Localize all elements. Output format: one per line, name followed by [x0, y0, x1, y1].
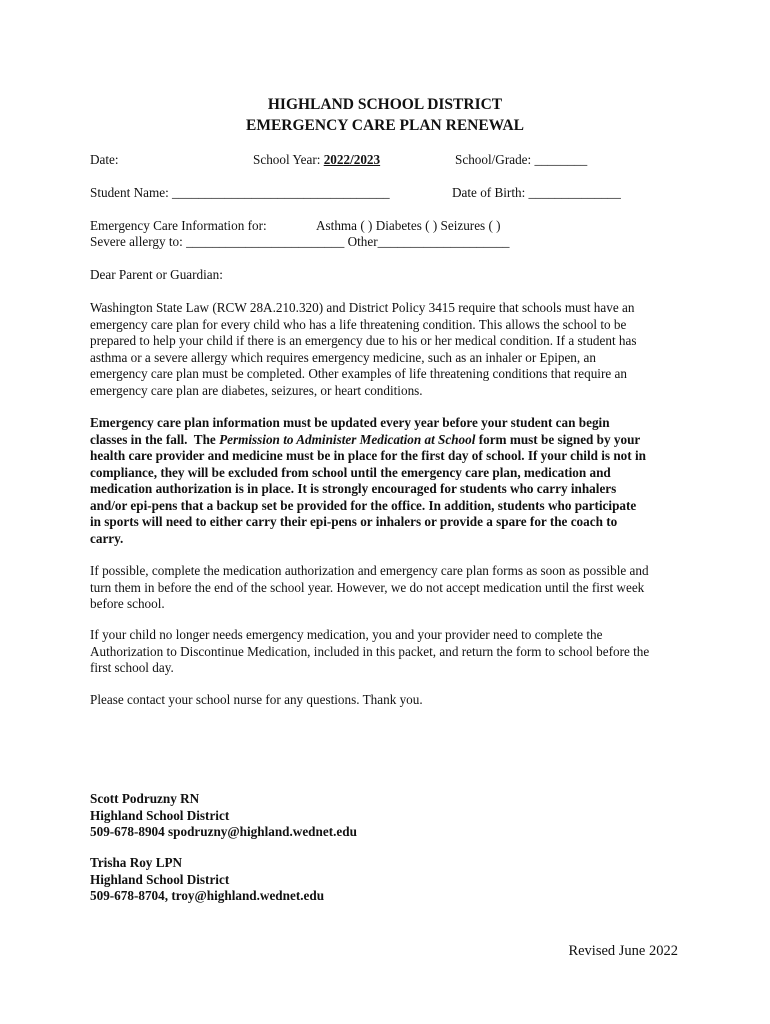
- care-options: Asthma ( ) Diabetes ( ) Seizures ( ): [316, 218, 501, 233]
- paragraph-line: asthma or a severe allergy which requires emergency medicine, such as an inhaler or Epipen, an: [90, 349, 596, 365]
- paragraph-line: in sports will need to either carry their epi-pens or inhalers or provide a spare for the coach to: [90, 514, 618, 529]
- contact-block-scott: [90, 791, 357, 841]
- date-of-birth-field: Date of Birth: ______________: [452, 185, 621, 200]
- severe-allergy-field: Severe allergy to: ________________________ Other____________________: [90, 234, 510, 249]
- closing-line: Please contact your school nurse for any questions. Thank you.: [90, 692, 423, 707]
- text-segment: classes in the fall. The: [90, 431, 220, 447]
- paragraph-line: emergency care plan for every child who has a life threatening condition. This allows the school to be: [90, 316, 627, 332]
- paragraph-line: If your child no longer needs emergency medication, you and your provider need to complete the: [90, 627, 603, 642]
- date-label: Date:: [90, 152, 119, 167]
- paragraph-requirements: [90, 415, 685, 547]
- care-info-label: Emergency Care Information for:: [90, 218, 267, 233]
- school-year-value: 2022/2023: [323, 152, 381, 167]
- student-name-field: Student Name: _________________________________: [90, 185, 390, 200]
- contact-block-trisha: [90, 855, 324, 905]
- district-title: HIGHLAND SCHOOL DISTRICT: [267, 96, 503, 113]
- contact-org: Highland School District: [90, 807, 230, 823]
- contact-name: Trisha Roy LPN: [90, 855, 183, 870]
- paragraph-line: prepared to help your child if there is an emergency due to his or her medical condition. If a student has: [90, 333, 637, 348]
- paragraph-line: emergency care plan must be completed. Other examples of life threatening conditions that require an: [90, 366, 627, 381]
- contact-org: Highland School District: [90, 871, 230, 887]
- contact-name: Scott Podruzny RN: [90, 791, 200, 806]
- paragraph-line: emergency care plan are diabetes, seizures, or heart conditions.: [90, 382, 423, 398]
- paragraph-discontinue: [90, 627, 685, 677]
- paragraph-line: medication authorization is in place. It is strongly encouraged for students who carry inhalers: [90, 481, 617, 496]
- paragraph-line: [90, 432, 685, 449]
- paragraph-law: [90, 300, 685, 399]
- paragraph-line: Washington State Law (RCW 28A.210.320) and District Policy 3415 require that schools must have an: [90, 300, 635, 315]
- paragraph-line: Authorization to Discontinue Medication, included in this packet, and return the form to school before the: [90, 643, 650, 659]
- permission-form-title: Permission to Administer Medication at School: [219, 431, 476, 447]
- paragraph-forms: [90, 563, 685, 613]
- form-title: EMERGENCY CARE PLAN RENEWAL: [245, 117, 525, 134]
- revision-date: Revised June 2022: [568, 943, 678, 959]
- contact-info: 509-678-8904 spodruzny@highland.wednet.edu: [90, 824, 357, 839]
- text-segment: form must be signed by your: [475, 431, 641, 447]
- paragraph-line: turn them in before the end of the school year. However, we do not accept medication until the first week: [90, 579, 645, 595]
- paragraph-line: compliance, they will be excluded from school until the emergency care plan, medication and: [90, 464, 611, 480]
- school-year-label: School Year:: [253, 152, 321, 167]
- contact-info: 509-678-8704, troy@highland.wednet.edu: [90, 888, 325, 903]
- paragraph-line: first school day.: [90, 660, 174, 675]
- paragraph-line: health care provider and medicine must be in place for the first day of school. If your child is not in: [90, 448, 646, 463]
- paragraph-line: before school.: [90, 596, 165, 611]
- paragraph-line: and/or epi-pens that a backup set be provided for the office. In addition, students who participate: [90, 497, 637, 513]
- greeting: Dear Parent or Guardian:: [90, 267, 223, 282]
- school-grade-field: School/Grade: ________: [455, 152, 588, 167]
- school-year-field: [253, 152, 380, 169]
- paragraph-line: If possible, complete the medication authorization and emergency care plan forms as soon as possible and: [90, 563, 649, 578]
- paragraph-line: Emergency care plan information must be updated every year before your student can begin: [90, 415, 610, 430]
- paragraph-line: carry.: [90, 530, 124, 546]
